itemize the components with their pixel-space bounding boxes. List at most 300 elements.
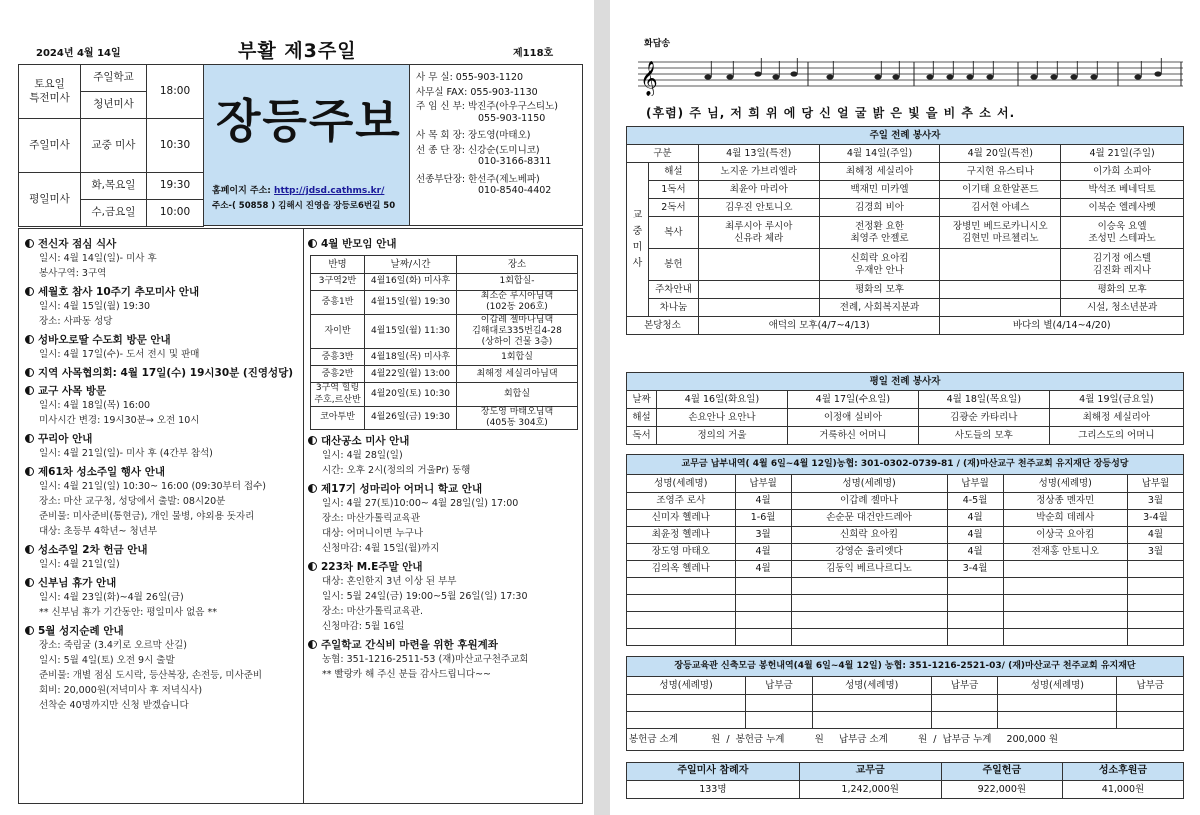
table-cell: 박석조 베네딕토 — [1061, 181, 1184, 199]
stat-value: 41,000원 — [1062, 781, 1183, 799]
note-head — [754, 71, 761, 76]
table-row — [627, 217, 1184, 249]
table-cell: 중흥3반 — [311, 349, 365, 366]
table-cell — [1127, 561, 1183, 578]
table-cell: 중흥2반 — [311, 366, 365, 383]
band-row — [627, 373, 1184, 391]
table-cell: 이승욱 요엘 조성민 스테파노 — [1061, 217, 1184, 249]
table-cell: 바다의 별(4/14~4/20) — [940, 317, 1184, 335]
table-cell: 3-4월 — [947, 561, 1003, 578]
contact-line: 사 무 실: 055-903-1120 — [416, 72, 524, 83]
table-cell: 4월 — [947, 510, 1003, 527]
table-cell: 최해정 세실리아님댁 — [457, 366, 578, 383]
table-cell — [1003, 612, 1127, 629]
table-cell: 4월 — [947, 527, 1003, 544]
psalm-label: 화답송 — [644, 39, 671, 49]
table-cell — [698, 299, 819, 317]
table-cell — [1003, 629, 1127, 646]
notice-line: 장소: 사파동 성당 — [39, 316, 113, 327]
contact-list — [410, 64, 583, 226]
church-address: 주소-( 50858 ) 김해시 진영읍 장등로6번길 50 — [212, 201, 396, 211]
table-cell: 3월 — [1127, 493, 1183, 510]
table-row — [627, 510, 1184, 527]
mass-name: 수,금요일 — [81, 200, 147, 227]
bullet-icon — [25, 434, 34, 443]
table-row — [627, 712, 1184, 729]
table-header: 4월 20일(특전) — [940, 145, 1061, 163]
bullet-icon — [25, 239, 34, 248]
stat-value: 1,242,000원 — [799, 781, 941, 799]
table-header: 4월 14일(주일) — [819, 145, 940, 163]
table-header: 성명(세례명) — [812, 677, 931, 695]
table-header: 납부금 — [931, 677, 997, 695]
table-row — [627, 281, 1184, 299]
table-cell — [698, 249, 819, 281]
notice-title: 4월 반모임 안내 — [308, 236, 578, 251]
table-cell: 조영주 로사 — [627, 493, 736, 510]
notice-line: 대상: 초등부 4학년~ 청년부 — [39, 526, 158, 537]
notice-line: 신청마감: 5월 16일 — [322, 621, 405, 633]
table-cell — [947, 629, 1003, 646]
table-header: 납부월 — [735, 475, 791, 493]
notice-line: 일시: 4월 14일(일)- 미사 후 — [39, 253, 157, 264]
table-row — [627, 612, 1184, 629]
bulletin-brand-box — [204, 64, 410, 226]
table-row — [627, 409, 1184, 427]
bullet-icon — [25, 578, 34, 587]
table-cell — [746, 712, 812, 729]
table-cell: 이정애 실비아 — [787, 409, 918, 427]
contact-line: 선 종 단 장: 신강순(도미니코) — [416, 144, 540, 156]
notice-line: 준비물: 미사준비(통현금), 개인 물병, 야외용 돗자리 — [39, 511, 255, 522]
issue-number: 제118호 — [513, 48, 554, 59]
table-header: 납부월 — [1127, 475, 1183, 493]
table-cell — [791, 629, 947, 646]
table-cell: 1회합실 — [457, 349, 578, 366]
notice-line: 일시: 4월 21일(일) — [39, 559, 120, 570]
table-row — [627, 595, 1184, 612]
table-row — [311, 349, 578, 366]
issue-date: 2024년 4월 14일 — [36, 48, 121, 59]
bullet-icon — [25, 626, 34, 635]
notice-title — [25, 542, 297, 557]
table-cell: 4월 — [735, 544, 791, 561]
mass-time: 10:00 — [147, 200, 204, 227]
stat-value: 922,000원 — [941, 781, 1062, 799]
table-header: 성명(세례명) — [1003, 475, 1127, 493]
notice-line: 준비물: 개별 점심 도시락, 등산복장, 손전등, 미사준비 — [39, 670, 263, 681]
notice-title — [25, 332, 297, 347]
table-cell — [947, 595, 1003, 612]
table-cell — [940, 249, 1061, 281]
table-cell — [812, 695, 931, 712]
mass-name: 교중 미사 — [81, 119, 147, 173]
table-cell — [791, 612, 947, 629]
table-row — [311, 291, 578, 315]
table-cell: 장도영 마태오님댁 (405동 304호) — [457, 406, 578, 430]
table-row — [627, 249, 1184, 281]
notice-title — [25, 623, 297, 638]
notice-line: 장소: 마산 교구청, 성당에서 출발: 08시20분 — [39, 496, 226, 507]
weekday-mass-label: 평일미사 — [19, 173, 81, 227]
table-cell: 이갑례 젤마나님댁 김해대로335번길4-28 (상하이 건물 3층) — [457, 314, 578, 349]
notice-line: 시간: 오후 2시(정의의 거울Pr) 동행 — [322, 465, 471, 477]
table-cell — [735, 629, 791, 646]
notice-title — [308, 433, 578, 448]
table-header: 성명(세례명) — [627, 677, 746, 695]
table-cell — [1127, 629, 1183, 646]
table-header: 반명 — [311, 256, 365, 274]
table-cell: 손요안나 요안나 — [657, 409, 788, 427]
table-header: 날짜 — [627, 391, 657, 409]
mass-schedule-table — [18, 64, 204, 227]
notice-line: 일시: 5월 4일(토) 오전 9시 출발 — [39, 655, 175, 666]
table-cell: 시설, 청소년분과 — [1061, 299, 1184, 317]
treble-clef-icon: 𝄞 — [640, 61, 658, 96]
table-row — [627, 629, 1184, 646]
note-head — [874, 74, 881, 79]
table-row — [627, 299, 1184, 317]
note-head — [704, 74, 711, 79]
table-cell: 최루시아 루시아 신유라 체라 — [698, 217, 819, 249]
contact-line: 사 목 회 장: 장도영(마태오) — [416, 130, 531, 141]
table-header-row — [627, 475, 1184, 493]
table-cell: 이북순 엘레사벳 — [1061, 199, 1184, 217]
notice-title — [308, 637, 578, 652]
table-row — [627, 729, 1184, 751]
mass-name: 주일학교 — [81, 65, 147, 92]
bullet-icon — [308, 562, 317, 571]
table-cell: 4월15일(월) 11:30 — [365, 314, 457, 349]
note-head — [1050, 74, 1057, 79]
note-head — [726, 74, 733, 79]
table-cell — [998, 712, 1117, 729]
notice-title — [25, 284, 297, 299]
notice-line: 장소: 마산가톨릭교육관 — [322, 513, 420, 525]
table-row — [627, 527, 1184, 544]
table-cell — [627, 578, 736, 595]
table-cell — [812, 712, 931, 729]
table-cell — [746, 695, 812, 712]
notice-title-text: 세월호 참사 10주기 추모미사 안내 — [38, 286, 200, 298]
table-row — [311, 366, 578, 383]
note-head — [772, 74, 779, 79]
notice-line: 일시: 4월 18일(목) 16:00 — [39, 400, 151, 411]
note-head — [926, 74, 933, 79]
notice-title — [25, 383, 297, 398]
weekly-stats-table — [626, 762, 1184, 799]
note-head — [1134, 74, 1141, 79]
notice-column-middle — [304, 228, 583, 804]
notice-line: 일시: 5월 24일(금) 19:00~5월 26일(일) 17:30 — [322, 591, 528, 603]
table-cell: 평화의 모후 — [819, 281, 940, 299]
mass-name: 화,목요일 — [81, 173, 147, 200]
notice-title-text: 꾸리아 안내 — [38, 433, 93, 445]
table-header: 주일헌금 — [941, 763, 1062, 781]
contact-line: 055-903-1150 — [478, 112, 546, 124]
table-cell: 김우진 안토니오 — [698, 199, 819, 217]
table-header: 성명(세례명) — [627, 475, 736, 493]
table-cell: 김동익 베르나르디노 — [791, 561, 947, 578]
table-cell — [940, 299, 1061, 317]
table-cell: 1-6월 — [735, 510, 791, 527]
table-cell — [627, 612, 736, 629]
table-cell: 독서 — [627, 427, 657, 445]
page-gutter — [594, 0, 610, 815]
table-row — [627, 695, 1184, 712]
note-head — [966, 74, 973, 79]
table-cell: 4월26일(금) 19:30 — [365, 406, 457, 430]
table-cell — [1003, 578, 1127, 595]
table-row — [627, 199, 1184, 217]
table-header: 성명(세례명) — [998, 677, 1117, 695]
table-row — [311, 274, 578, 291]
table-cell: 3월 — [735, 527, 791, 544]
mass-time: 10:30 — [147, 119, 204, 173]
bullet-icon — [25, 287, 34, 296]
table-header-row — [311, 256, 578, 274]
table-cell: 4월 — [735, 561, 791, 578]
bullet-icon — [25, 545, 34, 554]
table-header: 교무금 — [799, 763, 941, 781]
table-cell: 1독서 — [648, 181, 698, 199]
note-head — [1154, 71, 1161, 76]
table-row — [311, 406, 578, 430]
table-cell: 해설 — [627, 409, 657, 427]
table-header-row — [627, 763, 1184, 781]
contact-line: 선종부단장: 한선주(제노베파) — [416, 173, 540, 185]
bulletin-header — [18, 36, 583, 62]
table-cell — [998, 695, 1117, 712]
section-title: 평일 전례 봉사자 — [627, 373, 1184, 391]
table-cell: 전정환 요한 최영주 안젤로 — [819, 217, 940, 249]
table-header-row — [627, 391, 1184, 409]
notice-line: 장소: 죽림굴 (3.4키로 오르막 산길) — [39, 640, 187, 651]
notice-title-text: 대산공소 미사 안내 — [321, 435, 410, 448]
table-cell — [735, 595, 791, 612]
table-cell — [698, 281, 819, 299]
table-cell: 회합실 — [457, 383, 578, 407]
contact-line: 010-3166-8311 — [478, 156, 552, 167]
table-header: 4월 17일(수요일) — [787, 391, 918, 409]
table-cell: 최해정 세실리아 — [1049, 409, 1183, 427]
psalm-music-staff — [638, 52, 1183, 96]
table-header: 4월 21일(주일) — [1061, 145, 1184, 163]
table-cell: 4월15일(월) 19:30 — [365, 291, 457, 315]
notice-line: 일시: 4월 28일(일) — [322, 450, 403, 462]
notice-line: 일시: 4월 23일(화)~4월 26일(금) — [39, 592, 184, 603]
table-cell — [931, 712, 997, 729]
table-cell: 김광순 카타리나 — [918, 409, 1049, 427]
table-cell: 김의옥 헬레나 — [627, 561, 736, 578]
table-cell: 김경희 비아 — [819, 199, 940, 217]
section-title: 장등교육관 신축모금 봉헌내역(4월 6일~4월 12일) 농협: 351-1216-2521-03/ (재)마산교구 천주교회 유지재단 — [627, 657, 1184, 677]
table-header: 날짜/시간 — [365, 256, 457, 274]
table-cell: 4월 — [1127, 527, 1183, 544]
table-cell: 박순희 데레사 — [1003, 510, 1127, 527]
page-title: 부활 제3주일 — [238, 40, 357, 62]
table-cell: 코아투반 — [311, 406, 365, 430]
table-cell: 4월20일(토) 10:30 — [365, 383, 457, 407]
table-row — [311, 383, 578, 407]
table-cell: 주차안내 — [648, 281, 698, 299]
building-offering-table — [626, 656, 1184, 751]
table-cell: 노지운 가브리엘라 — [698, 163, 819, 181]
table-cell: 구지현 유스티나 — [940, 163, 1061, 181]
table-row — [627, 181, 1184, 199]
bullet-icon — [25, 368, 34, 377]
table-cell: 4월18일(목) 미사후 — [365, 349, 457, 366]
note-head — [986, 74, 993, 79]
psalm-lyrics: (후렴) 주 님, 저 희 위 에 당 신 얼 굴 밝 은 빛 을 비 추 소 서. — [646, 106, 1016, 120]
table-cell: 이기태 요한알폰드 — [940, 181, 1061, 199]
table-cell: 4월16일(화) 미사후 — [365, 274, 457, 291]
table-header: 4월 16일(화요일) — [657, 391, 788, 409]
notice-line: 신청마감: 4월 15일(월)까지 — [322, 543, 440, 555]
table-cell — [791, 595, 947, 612]
table-cell — [627, 629, 736, 646]
mass-time: 18:00 — [147, 65, 204, 119]
table-cell: 애덕의 모후(4/7~4/13) — [698, 317, 940, 335]
table-cell: 최윤정 헬레나 — [627, 527, 736, 544]
table-cell — [627, 695, 746, 712]
table-cell: 이갑례 젤마나 — [791, 493, 947, 510]
table-header: 장소 — [457, 256, 578, 274]
notice-line: 대상: 어머니이면 누구나 — [322, 528, 424, 540]
homepage-link[interactable]: http://jdsd.cathms.kr/ — [274, 186, 385, 196]
notice-title-text: 전신자 점심 식사 — [38, 238, 117, 250]
table-cell — [1127, 595, 1183, 612]
contact-line: 사무실 FAX: 055-903-1130 — [416, 86, 538, 98]
notice-title — [25, 431, 297, 446]
table-header: 주일미사 참례자 — [627, 763, 800, 781]
notice-line: 일시: 4월 27(토)10:00~ 4월 28일(일) 17:00 — [322, 498, 519, 510]
notice-column-left — [18, 228, 304, 804]
section-title: 주일 전례 봉사자 — [627, 127, 1184, 145]
table-cell: 3구역2반 — [311, 274, 365, 291]
table-cell — [947, 612, 1003, 629]
section-title: 교무금 납부내역( 4월 6일~4월 12일)농협: 301-0302-0739-81 / (재)마산교구 천주교회 유지재단 장등성당 — [627, 455, 1184, 475]
table-row — [311, 314, 578, 349]
table-cell: 거룩하신 어머니 — [787, 427, 918, 445]
table-cell: 평화의 모후 — [1061, 281, 1184, 299]
table-header: 구분 — [627, 145, 699, 163]
table-cell: 장병민 베드로카니시오 김현민 마르첼리노 — [940, 217, 1061, 249]
bullet-icon — [308, 484, 317, 493]
table-cell: 사도들의 모후 — [918, 427, 1049, 445]
notice-title-text: 제17기 성마리아 어머니 학교 안내 — [321, 483, 483, 496]
table-cell: 중흥1반 — [311, 291, 365, 315]
notice-title-text: 성바오로딸 수도회 방문 안내 — [38, 334, 171, 346]
note-head — [892, 74, 899, 79]
bullet-icon — [308, 239, 317, 248]
table-cell: 본당청소 — [627, 317, 699, 335]
stat-value: 133명 — [627, 781, 800, 799]
table-row — [627, 493, 1184, 510]
table-cell: 강영순 율리엣다 — [791, 544, 947, 561]
table-cell: 자이반 — [311, 314, 365, 349]
note-head — [946, 74, 953, 79]
bullet-icon — [308, 436, 317, 445]
notice-line: 선착순 40명까지만 신청 받겠습니다 — [39, 700, 189, 711]
bullet-icon — [25, 386, 34, 395]
table-cell — [940, 281, 1061, 299]
band-row — [627, 455, 1184, 475]
table-cell: 최해정 세실리아 — [819, 163, 940, 181]
mass-time: 19:30 — [147, 173, 204, 200]
table-header: 성소후원금 — [1062, 763, 1183, 781]
table-cell: 정의의 거울 — [657, 427, 788, 445]
table-cell — [947, 578, 1003, 595]
table-header-row — [627, 677, 1184, 695]
table-cell — [627, 595, 736, 612]
notice-title-text: 지역 사목협의회: 4월 17일(수) 19시30분 (진영성당) — [38, 367, 294, 379]
table-cell — [1003, 595, 1127, 612]
table-header: 납부금 — [746, 677, 812, 695]
notice-title-text: 주일학교 간식비 마련을 위한 후원계좌 — [321, 639, 498, 652]
table-cell: 1회합실- — [457, 274, 578, 291]
note-head — [1030, 74, 1037, 79]
table-cell — [735, 578, 791, 595]
table-header: 납부금 — [1117, 677, 1184, 695]
table-cell: 최윤아 마리아 — [698, 181, 819, 199]
homepage-line — [212, 183, 384, 196]
table-cell: 4월22일(월) 13:00 — [365, 366, 457, 383]
notice-line: 미사시간 변경: 19시30분→ 오전 10시 — [39, 415, 200, 426]
contact-line: 010-8540-4402 — [478, 185, 552, 196]
notice-title-text: 5월 성지순례 안내 — [38, 625, 124, 637]
table-row — [627, 544, 1184, 561]
notice-line: 일시: 4월 21일(일)- 미사 후 (4간부 참석) — [39, 448, 213, 459]
table-row — [627, 781, 1184, 799]
band-row — [627, 657, 1184, 677]
table-header: 4월 13일(특전) — [698, 145, 819, 163]
table-cell: 이가희 소피아 — [1061, 163, 1184, 181]
notice-line: 일시: 4월 15일(월) 19:30 — [39, 301, 151, 312]
contact-line: 주 임 신 부: 박진주(아우구스티노) — [416, 101, 558, 112]
note-head — [790, 71, 797, 76]
note-head — [1090, 74, 1097, 79]
table-row — [627, 578, 1184, 595]
note-head — [826, 74, 833, 79]
table-cell: 김기정 에스텔 김진화 레지나 — [1061, 249, 1184, 281]
table-cell: 4-5월 — [947, 493, 1003, 510]
bullet-icon — [25, 467, 34, 476]
notice-title-text: 교구 사목 방문 — [38, 385, 107, 397]
table-row — [627, 163, 1184, 181]
table-cell: 신희락 요아킴 우재안 안나 — [819, 249, 940, 281]
table-cell — [1127, 612, 1183, 629]
table-cell: 백재민 미카엘 — [819, 181, 940, 199]
table-row — [627, 427, 1184, 445]
table-row — [627, 561, 1184, 578]
notice-line: ** 신부님 휴가 기간동안: 평일미사 없음 ** — [39, 607, 217, 618]
table-cell: 봉헌 — [648, 249, 698, 281]
notice-title-text: 신부님 휴가 안내 — [38, 577, 117, 589]
homepage-label: 홈페이지 주소: — [212, 186, 275, 196]
bullet-icon — [308, 640, 317, 649]
table-cell — [931, 695, 997, 712]
notice-line: 대상: 혼인한지 3년 이상 된 부부 — [322, 576, 457, 588]
table-cell: 김서현 아녜스 — [940, 199, 1061, 217]
bulletin-front-page — [0, 0, 594, 815]
table-cell — [735, 612, 791, 629]
table-cell — [1003, 561, 1127, 578]
notice-title-text: 제61차 성소주일 행사 안내 — [38, 466, 166, 478]
notice-line: 회비: 20,000원(저녁미사 후 저녁식사) — [39, 685, 203, 696]
table-cell: 복사 — [648, 217, 698, 249]
table-cell — [1117, 695, 1184, 712]
